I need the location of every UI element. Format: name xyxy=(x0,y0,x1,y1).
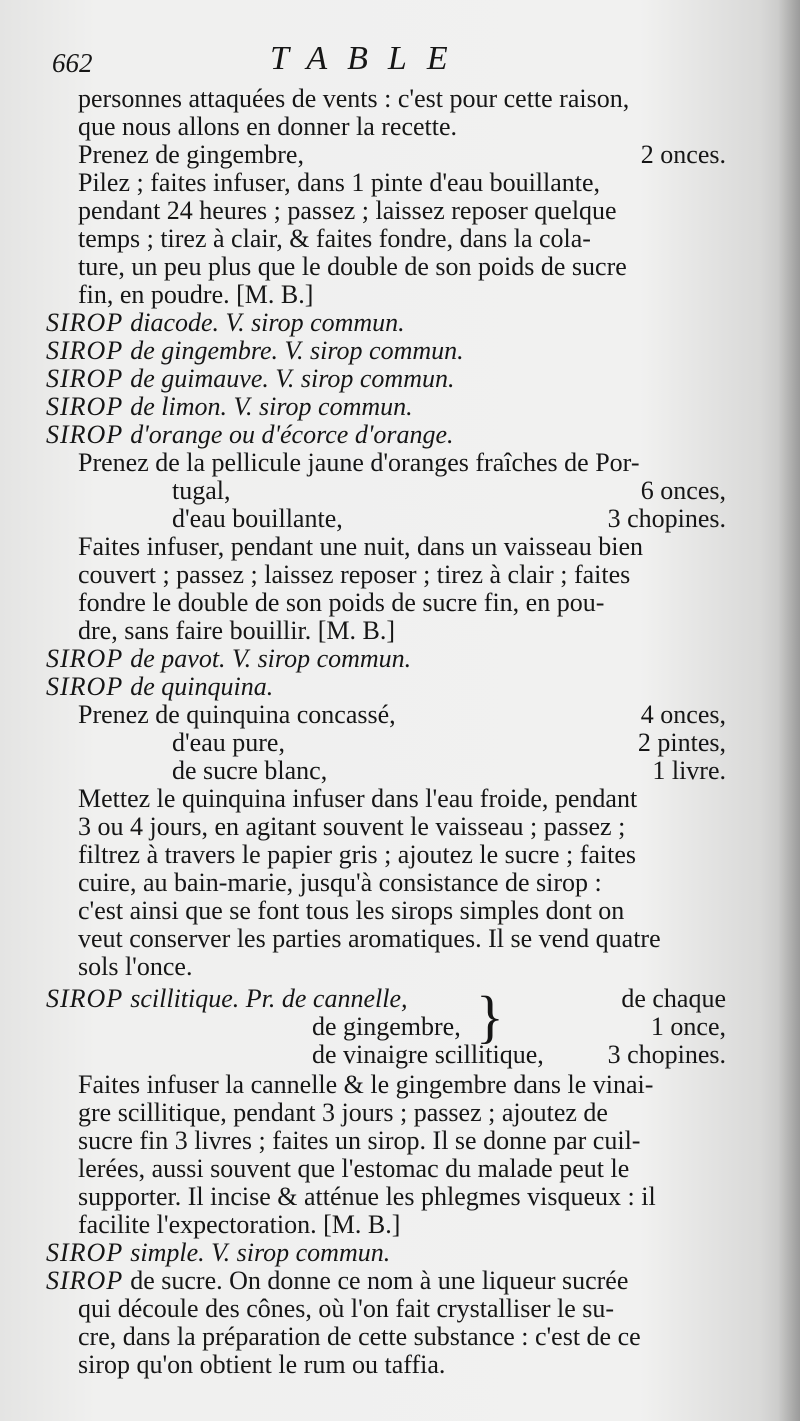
entry-title: de quinquina. xyxy=(130,672,274,701)
entry-keyword: SIROP xyxy=(46,984,131,1013)
text-line: fondre le double de son poids de sucre fin, en pou- xyxy=(78,588,605,617)
entry-keyword: SIROP xyxy=(46,308,131,337)
page-header xyxy=(0,40,800,84)
text-line: fin, en poudre. [M. B.] xyxy=(78,280,314,309)
text-line: couvert ; passez ; laissez reposer ; tirez à clair ; faites xyxy=(78,560,631,589)
quantity: 3 chopines. xyxy=(607,1040,726,1069)
ingredient: d'eau bouillante, xyxy=(172,504,343,533)
text-line: supporter. Il incise & atténue les phlegmes visqueux : il xyxy=(78,1182,656,1211)
entry-heading xyxy=(46,644,694,674)
text-line: c'est ainsi que se font tous les sirops simples dont on xyxy=(78,896,625,925)
ingredient: de gingembre, xyxy=(312,1012,461,1041)
recipe-line xyxy=(78,700,726,730)
entry-title: scillitique. Pr. de cannelle, xyxy=(130,984,408,1013)
text-line: ture, un peu plus que le double de son poids de sucre xyxy=(78,252,627,281)
ingredient: Prenez de quinquina concassé, xyxy=(78,700,396,729)
text-line: cre, dans la préparation de cette substance : c'est de ce xyxy=(78,1322,641,1351)
quantity: 1 livre. xyxy=(652,756,726,785)
text-line: lerées, aussi souvent que l'estomac du malade peut le xyxy=(78,1154,630,1183)
entry-heading xyxy=(46,1238,694,1268)
entry-title: de pavot. V. sirop commun. xyxy=(130,644,412,673)
entry-heading xyxy=(46,984,726,1014)
brace-symbol: } xyxy=(476,984,504,1049)
entry-title: de guimauve. V. sirop commun. xyxy=(130,364,455,393)
text-line: gre scillitique, pendant 3 jours ; passez ; ajoutez de xyxy=(78,1098,608,1127)
entry-title: de gingembre. V. sirop commun. xyxy=(130,336,464,365)
entry-keyword: SIROP xyxy=(46,672,131,701)
text-line: personnes attaquées de vents : c'est pour cette raison, xyxy=(78,84,630,113)
ingredient: Prenez de gingembre, xyxy=(78,140,304,169)
text-line: Faites infuser, pendant une nuit, dans un vaisseau bien xyxy=(78,532,644,561)
text-line: sirop qu'on obtient le rum ou taffia. xyxy=(78,1350,446,1379)
text-line: dre, sans faire bouillir. [M. B.] xyxy=(78,616,395,645)
entry-heading xyxy=(46,336,694,366)
quantity: 2 pintes, xyxy=(637,728,726,757)
text-line: Faites infuser la cannelle & le gingembre dans le vinai- xyxy=(78,1070,654,1099)
entry-title: de sucre. On donne ce nom à une liqueur sucrée xyxy=(130,1266,629,1295)
recipe-line xyxy=(78,756,726,786)
recipe-line xyxy=(78,728,726,758)
text-line: qui découle des cônes, où l'on fait crystalliser le su- xyxy=(78,1294,615,1323)
quantity: 1 once, xyxy=(650,1012,726,1041)
entry-keyword: SIROP xyxy=(46,1238,131,1267)
entry-keyword: SIROP xyxy=(46,420,131,449)
quantity: 4 onces, xyxy=(640,700,726,729)
entry-title: d'orange ou d'écorce d'orange. xyxy=(130,420,454,449)
entry-heading xyxy=(46,392,694,422)
recipe-line xyxy=(78,476,726,506)
entry-heading xyxy=(46,308,694,338)
quantity: 6 onces, xyxy=(640,476,726,505)
page-number: 662 xyxy=(52,48,93,78)
text-line: que nous allons en donner la recette. xyxy=(78,112,458,141)
quantity: de chaque xyxy=(621,984,726,1013)
text-line: sols l'once. xyxy=(78,952,193,981)
entry-heading xyxy=(46,1266,694,1296)
recipe-line xyxy=(78,504,726,534)
ingredient: d'eau pure, xyxy=(172,728,285,757)
entry-heading xyxy=(46,364,694,394)
entry-title: simple. V. sirop commun. xyxy=(130,1238,391,1267)
entry-keyword: SIROP xyxy=(46,1266,131,1295)
page-edge-shadow xyxy=(778,0,800,1421)
text-line: veut conserver les parties aromatiques. Il se vend quatre xyxy=(78,924,661,953)
entry-title: de limon. V. sirop commun. xyxy=(130,392,413,421)
text-line: Mettez le quinquina infuser dans l'eau froide, pendant xyxy=(78,784,638,813)
running-head: TABLE xyxy=(270,40,468,77)
quantity: 2 onces. xyxy=(640,140,726,169)
text-line: temps ; tirez à clair, & faites fondre, dans la cola- xyxy=(78,224,591,253)
text-line: sucre fin 3 livres ; faites un sirop. Il se donne par cuil- xyxy=(78,1126,641,1155)
entry-keyword: SIROP xyxy=(46,644,131,673)
recipe-line xyxy=(78,1040,726,1070)
text-line: facilite l'expectoration. [M. B.] xyxy=(78,1210,401,1239)
entry-heading xyxy=(46,420,694,450)
text-line: Prenez de la pellicule jaune d'oranges fraîches de Por- xyxy=(78,448,640,477)
recipe-line xyxy=(78,1012,726,1042)
text-line: pendant 24 heures ; passez ; laissez reposer quelque xyxy=(78,196,617,225)
quantity: 3 chopines. xyxy=(607,504,726,533)
ingredient: de vinaigre scillitique, xyxy=(312,1040,544,1069)
entry-keyword: SIROP xyxy=(46,392,131,421)
text-line: Pilez ; faites infuser, dans 1 pinte d'eau bouillante, xyxy=(78,168,601,197)
entry-keyword: SIROP xyxy=(46,336,131,365)
entry-title: diacode. V. sirop commun. xyxy=(130,308,405,337)
ingredient: de sucre blanc, xyxy=(172,756,328,785)
entry-keyword: SIROP xyxy=(46,364,131,393)
recipe-line xyxy=(78,140,726,170)
text-line: 3 ou 4 jours, en agitant souvent le vaisseau ; passez ; xyxy=(78,812,626,841)
entry-heading xyxy=(46,672,694,702)
text-line: filtrez à travers le papier gris ; ajoutez le sucre ; faites xyxy=(78,840,637,869)
ingredient: tugal, xyxy=(172,476,231,505)
text-line: cuire, au bain-marie, jusqu'à consistance de sirop : xyxy=(78,868,602,897)
